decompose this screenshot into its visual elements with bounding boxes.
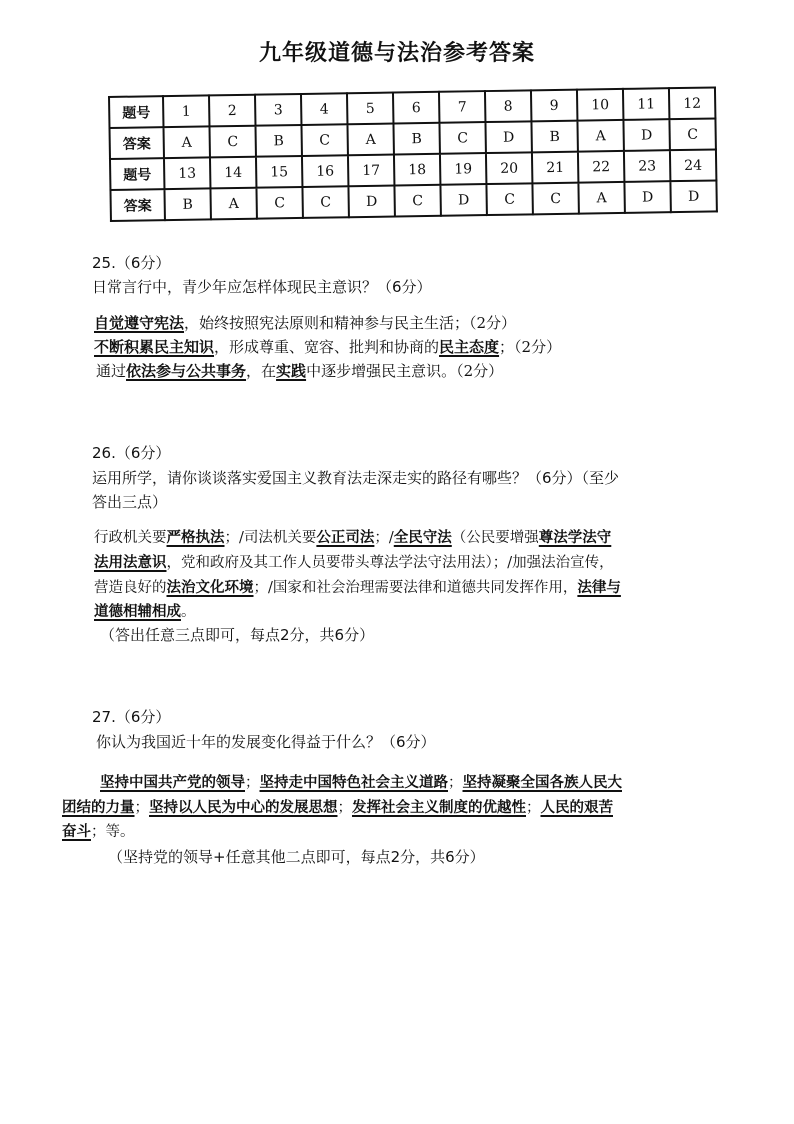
table-cell: 22 xyxy=(578,151,624,183)
key-phrase: 坚持走中国特色社会主义道路 xyxy=(259,774,448,791)
answer-text: 中逐步增强民主意识。（2分） xyxy=(306,362,504,380)
answer-text: ； xyxy=(245,775,260,791)
table-cell: 17 xyxy=(348,155,394,187)
answer-text: 通过 xyxy=(96,362,127,380)
key-phrase: 坚持以人民为中心的发展思想 xyxy=(149,799,338,816)
answer-table xyxy=(108,86,718,222)
answer-line xyxy=(94,551,614,572)
answer-text: （公民要增强 xyxy=(451,530,539,546)
table-cell: A xyxy=(347,124,393,156)
row-label-answer: 答案 xyxy=(110,189,164,221)
answer-line xyxy=(62,820,135,841)
table-cell: 4 xyxy=(301,93,347,125)
page-title: 九年级道德与法治参考答案 xyxy=(258,41,535,66)
table-cell: D xyxy=(623,119,669,151)
answer-line xyxy=(96,360,503,381)
table-cell: C xyxy=(209,126,255,158)
key-phrase: 团结的力量 xyxy=(62,799,135,816)
table-cell: C xyxy=(302,186,348,218)
table-cell: B xyxy=(393,123,439,155)
key-phrase: 法用法意识 xyxy=(94,554,167,571)
scoring-note: （坚持党的领导+任意其他二点即可，每点2分，共6分） xyxy=(108,848,485,866)
table-cell: 2 xyxy=(209,95,255,127)
key-phrase: 尊法学法守 xyxy=(538,529,612,546)
table-cell: 24 xyxy=(670,149,716,181)
question-number: 27.（6分） xyxy=(92,708,171,726)
question-number: 26.（6分） xyxy=(92,444,171,462)
key-phrase: 坚持中国共产党的领导 xyxy=(100,774,245,791)
answer-line xyxy=(62,796,613,817)
key-phrase: 道德相辅相成 xyxy=(94,603,181,620)
answer-line xyxy=(100,771,622,792)
answer-text: ，始终按照宪法原则和精神参与民主生活；（2分） xyxy=(184,314,517,332)
table-cell: 14 xyxy=(210,157,256,189)
answer-text: 。 xyxy=(181,604,196,620)
table-cell: A xyxy=(578,182,624,214)
table-cell: 23 xyxy=(624,150,670,182)
answer-line xyxy=(94,312,516,333)
row-label-number: 题号 xyxy=(110,158,164,190)
table-cell: C xyxy=(394,185,440,217)
answer-text: ；（2分） xyxy=(499,338,562,356)
table-cell: C xyxy=(256,187,302,219)
key-phrase: 奋斗 xyxy=(62,823,91,840)
key-phrase: 不断积累民主知识 xyxy=(94,338,215,356)
row-label-number: 题号 xyxy=(109,96,163,128)
table-cell: C xyxy=(669,118,715,150)
table-cell: 6 xyxy=(393,92,439,124)
table-cell: C xyxy=(301,124,347,156)
table-cell: D xyxy=(624,181,670,213)
answer-text: ；/司法机关要 xyxy=(224,530,317,546)
table-cell: B xyxy=(255,125,301,157)
key-phrase: 发挥社会主义制度的优越性 xyxy=(352,799,526,816)
question-text: 答出三点） xyxy=(92,493,168,511)
answer-text: 行政机关要 xyxy=(94,530,167,546)
answer-text: ； xyxy=(337,800,352,816)
table-cell: B xyxy=(164,188,210,220)
table-cell: 10 xyxy=(577,89,623,121)
key-phrase: 依法参与公共事务 xyxy=(126,362,247,380)
table-cell: 3 xyxy=(255,94,301,126)
table-cell: 1 xyxy=(163,95,209,127)
key-phrase: 坚持凝聚全国各族人民大 xyxy=(462,774,622,791)
key-phrase: 自觉遵守宪法 xyxy=(94,314,185,332)
key-phrase: 法律与 xyxy=(577,579,621,596)
table-cell: 11 xyxy=(623,88,669,120)
table-cell: D xyxy=(348,186,394,218)
answer-line xyxy=(94,336,561,357)
table-cell: A xyxy=(577,120,623,152)
table-cell: A xyxy=(210,188,256,220)
table-cell: C xyxy=(532,183,578,215)
table-cell: 19 xyxy=(440,153,486,185)
table-cell: 5 xyxy=(347,93,393,125)
table-cell: 7 xyxy=(439,91,485,123)
row-label-answer: 答案 xyxy=(110,127,164,159)
table-cell: 9 xyxy=(531,90,577,122)
table-cell: C xyxy=(439,122,485,154)
key-phrase: 法治文化环境 xyxy=(166,579,254,596)
answer-text: ； xyxy=(134,800,149,816)
table-cell: C xyxy=(486,183,532,215)
key-phrase: 严格执法 xyxy=(166,529,225,546)
key-phrase: 人民的艰苦 xyxy=(540,799,613,816)
answer-line xyxy=(94,600,196,621)
table-cell: 12 xyxy=(669,87,715,119)
table-cell: A xyxy=(163,126,209,158)
question-text: 运用所学，请你谈谈落实爱国主义教育法走深走实的路径有哪些？（6分）（至少 xyxy=(92,469,620,487)
table-cell: 21 xyxy=(532,152,578,184)
table-cell: 8 xyxy=(485,90,531,122)
answer-text: ；/ xyxy=(374,530,394,546)
table-cell: 15 xyxy=(256,156,302,188)
question-text: 你认为我国近十年的发展变化得益于什么？（6分） xyxy=(96,733,436,751)
question-number: 25.（6分） xyxy=(92,254,171,272)
table-cell: 20 xyxy=(486,152,532,184)
question-text: 日常言行中，青少年应怎样体现民主意识？（6分） xyxy=(92,278,432,296)
table-cell: 13 xyxy=(164,157,210,189)
answer-text: ，形成尊重、宽容、批判和协商的 xyxy=(214,338,440,356)
table-cell: D xyxy=(485,121,531,153)
table-cell: 18 xyxy=(394,154,440,186)
answer-text: ； xyxy=(526,800,541,816)
answer-text: ；/国家和社会治理需要法律和道德共同发挥作用， xyxy=(253,580,578,596)
table-cell: B xyxy=(531,121,577,153)
key-phrase: 公正司法 xyxy=(316,529,375,546)
table-cell: D xyxy=(670,180,716,212)
answer-text: ，党和政府及其工作人员要带头尊法学法守法用法）；/加强法治宣传， xyxy=(166,555,614,571)
answer-text: 营造良好的 xyxy=(94,580,167,596)
table-cell: 16 xyxy=(302,155,348,187)
answer-text: ； xyxy=(448,775,463,791)
table-cell: D xyxy=(440,184,486,216)
key-phrase: 实践 xyxy=(276,362,307,380)
answer-line xyxy=(94,526,611,547)
answer-text: ，在 xyxy=(246,362,277,380)
answer-text: ；等。 xyxy=(91,824,135,840)
key-phrase: 全民守法 xyxy=(393,529,452,546)
key-phrase: 民主态度 xyxy=(439,338,500,356)
answer-line xyxy=(94,576,621,597)
scoring-note: （答出任意三点即可，每点2分，共6分） xyxy=(100,626,375,644)
